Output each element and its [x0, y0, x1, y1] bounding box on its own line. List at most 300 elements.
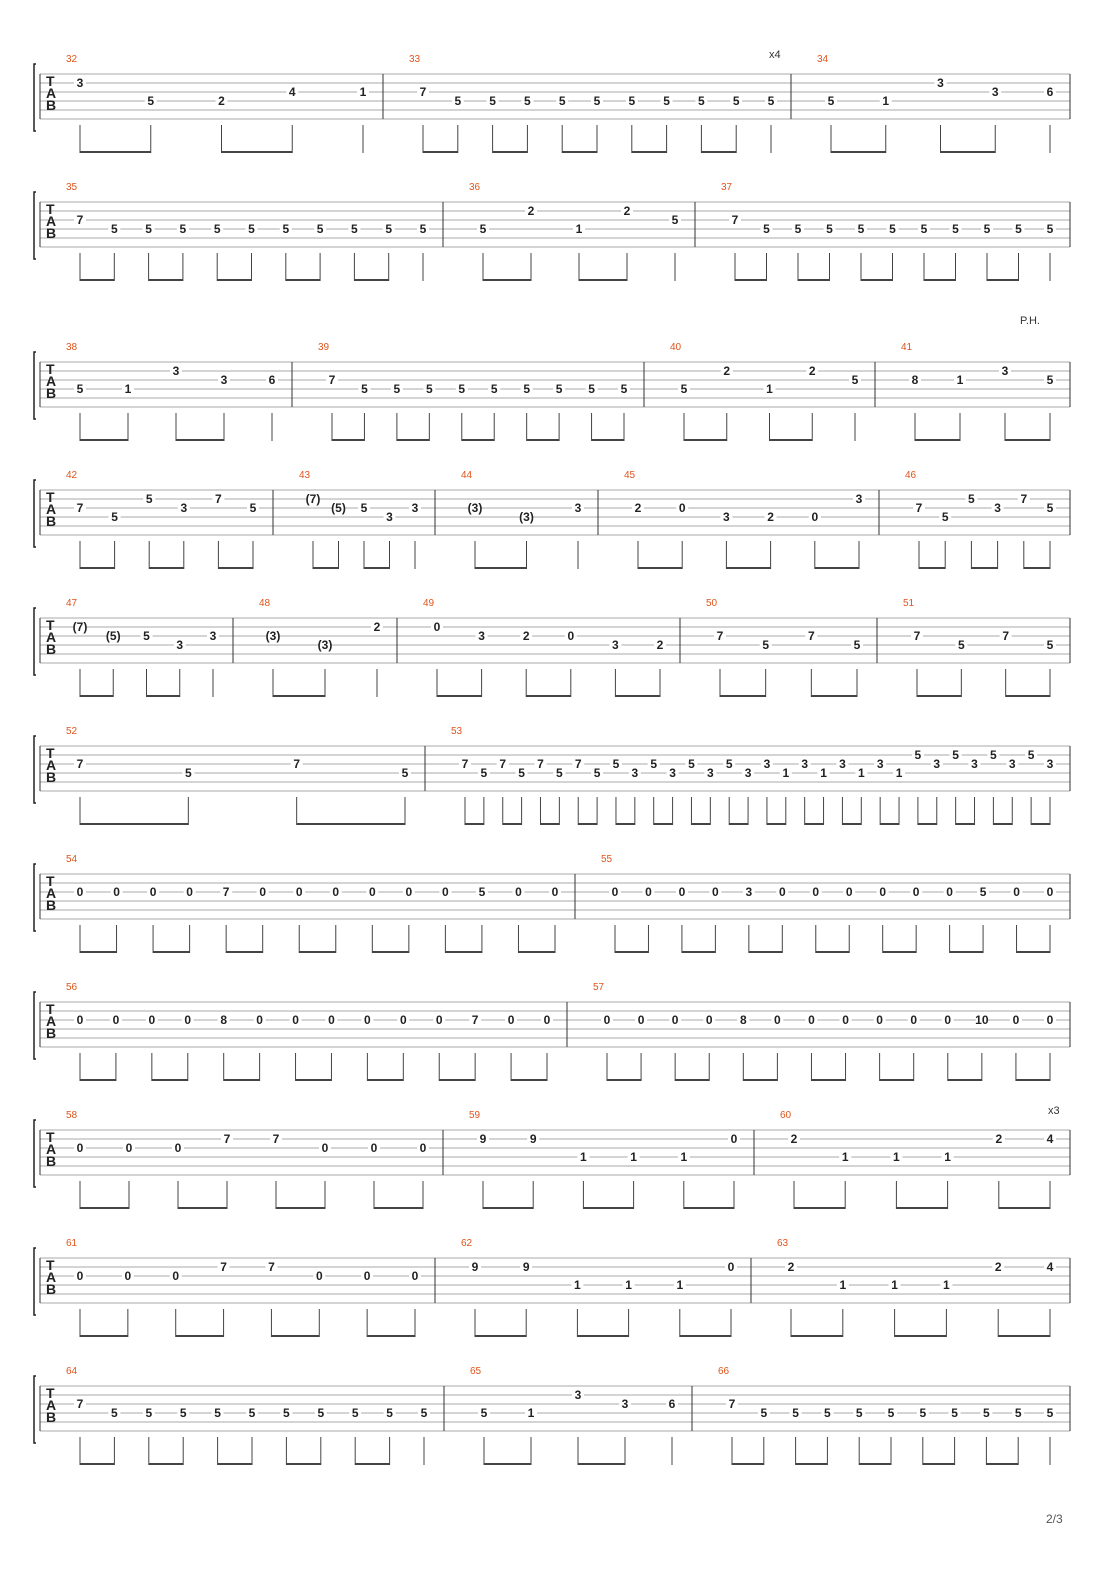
repeat-count-label: x4 [769, 49, 781, 61]
fret-number: 1 [580, 1150, 587, 1164]
fret-number: 0 [712, 885, 719, 899]
fret-number: 3 [801, 757, 809, 771]
note-beam [583, 1207, 633, 1209]
note-beam [684, 439, 727, 441]
note-beam [354, 279, 388, 281]
fret-number: 5 [680, 382, 688, 396]
note-beam [364, 567, 390, 569]
fret-number: 5 [990, 748, 997, 762]
fret-number: 3 [180, 501, 188, 515]
fret-number: 0 [332, 885, 340, 899]
fret-number: 1 [766, 382, 773, 396]
fret-number: 5 [420, 1406, 428, 1420]
system-bracket [34, 192, 36, 259]
fret-number: 0 [76, 1141, 84, 1155]
fret-number: 3 [723, 510, 730, 524]
fret-number: 5 [179, 1406, 187, 1420]
note-beam [80, 439, 128, 441]
fret-number: (7) [72, 620, 88, 634]
fret-number: 3 [612, 638, 619, 652]
note-beam [691, 823, 710, 825]
fret-number: 3 [706, 766, 714, 780]
measure [901, 342, 1056, 441]
fret-number: 3 [839, 757, 846, 771]
tab-system [34, 1105, 1070, 1209]
fret-number: 4 [1046, 1132, 1054, 1146]
note-beam [816, 951, 849, 953]
note-beam [831, 151, 886, 153]
fret-number: 0 [419, 1141, 427, 1155]
fret-number: 7 [461, 757, 469, 771]
note-beam [720, 695, 766, 697]
fret-number: 1 [893, 1150, 900, 1164]
note-beam [80, 279, 114, 281]
fret-number: 5 [361, 382, 368, 396]
note-beam [80, 1079, 116, 1081]
measure [721, 182, 1056, 281]
fret-number: 5 [593, 94, 601, 108]
fret-number: 2 [373, 620, 381, 634]
note-beam [475, 1335, 526, 1337]
fret-number: (3) [467, 501, 483, 515]
fret-number: 7 [728, 1397, 736, 1411]
fret-number: 2 [623, 204, 631, 218]
note-beam [149, 567, 184, 569]
fret-number: 0 [124, 1269, 132, 1283]
note-beam [680, 1335, 731, 1337]
fret-number: 3 [744, 766, 752, 780]
measure [66, 342, 278, 441]
fret-number: 5 [213, 222, 221, 236]
note-beam [367, 1335, 415, 1337]
fret-number: 0 [611, 885, 619, 899]
measure [66, 1110, 429, 1209]
fret-number: 0 [845, 885, 853, 899]
measure-number: 47 [66, 598, 78, 609]
note-beam [224, 1079, 260, 1081]
tab-clef-letter: B [46, 641, 57, 657]
fret-number: 7 [731, 213, 739, 227]
note-beam [684, 1207, 734, 1209]
fret-number: 5 [143, 629, 150, 643]
fret-number: 5 [479, 222, 487, 236]
fret-number: 1 [956, 373, 964, 387]
measure-number: 60 [780, 1110, 792, 1121]
measure [66, 54, 369, 153]
fret-number: 5 [147, 94, 155, 108]
fret-number: 5 [518, 766, 525, 780]
tab-clef-letter: A [46, 501, 57, 517]
fret-number: 5 [76, 382, 84, 396]
note-beam [895, 1335, 947, 1337]
fret-number: 5 [490, 382, 498, 396]
fret-number: 5 [914, 748, 922, 762]
fret-number: 5 [1046, 638, 1054, 652]
fret-number: 8 [220, 1013, 228, 1027]
fret-number: 5 [283, 1406, 290, 1420]
fret-number: 6 [268, 373, 276, 387]
note-beam [749, 951, 782, 953]
fret-number: 5 [671, 213, 679, 227]
fret-number: 3 [669, 766, 676, 780]
fret-number: 0 [842, 1013, 849, 1027]
system-bracket [34, 1376, 36, 1443]
fret-number: 0 [1012, 1013, 1020, 1027]
fret-number: 3 [209, 629, 217, 643]
measure [624, 470, 865, 569]
tab-clef-letter: A [46, 1397, 57, 1413]
fret-number: 0 [678, 885, 686, 899]
fret-number: 6 [668, 1397, 676, 1411]
fret-number: 0 [172, 1269, 180, 1283]
fret-number: 5 [1046, 1406, 1054, 1420]
system-bracket [34, 736, 36, 803]
fret-number: 5 [1046, 501, 1054, 515]
fret-number: 1 [820, 766, 827, 780]
measure-number: 33 [409, 54, 421, 65]
measure [469, 182, 681, 281]
fret-number: 0 [435, 1013, 443, 1027]
fret-number: 5 [593, 766, 601, 780]
note-beam [915, 439, 960, 441]
note-beam [484, 1463, 531, 1465]
note-beam [615, 951, 648, 953]
measure-number: 56 [66, 982, 78, 993]
fret-number: 0 [671, 1013, 679, 1027]
tab-clef-letter: B [46, 1153, 57, 1169]
measure [66, 470, 259, 569]
fret-number: 5 [145, 1406, 153, 1420]
note-beam [222, 151, 293, 153]
fret-number: 2 [787, 1260, 795, 1274]
fret-number: 0 [368, 885, 376, 899]
measure [718, 1366, 1056, 1465]
tab-clef-letter: T [46, 1385, 55, 1401]
fret-number: 0 [315, 1269, 323, 1283]
note-beam [218, 567, 253, 569]
fret-number: 5 [523, 382, 531, 396]
note-beam [577, 1335, 628, 1337]
fret-number: 7 [76, 213, 84, 227]
fret-number: 3 [876, 757, 884, 771]
fret-number: 0 [515, 885, 522, 899]
tab-system [34, 726, 1070, 825]
note-beam [1031, 823, 1050, 825]
fret-number: 5 [480, 766, 488, 780]
fret-number: 0 [730, 1132, 738, 1146]
note-beam [152, 1079, 188, 1081]
measure [66, 182, 429, 281]
note-beam [372, 951, 409, 953]
note-beam [178, 1207, 227, 1209]
fret-number: 0 [411, 1269, 419, 1283]
note-beam [217, 279, 251, 281]
measure [469, 1110, 740, 1209]
measure-number: 36 [469, 182, 481, 193]
note-beam [153, 951, 190, 953]
fret-number: 5 [1027, 748, 1035, 762]
note-beam [1016, 1079, 1050, 1081]
tab-clef-letter: T [46, 1257, 55, 1273]
note-beam [176, 1335, 224, 1337]
fret-number: 3 [220, 373, 228, 387]
measure [66, 598, 219, 697]
measure [66, 726, 411, 825]
fret-number: 5 [489, 94, 496, 108]
fret-number: 1 [841, 1150, 849, 1164]
tab-clef-letter: A [46, 213, 57, 229]
fret-number: 3 [386, 510, 393, 524]
note-beam [226, 951, 263, 953]
note-beam [271, 1335, 319, 1337]
fret-number: 5 [1046, 222, 1054, 236]
note-beam [798, 279, 830, 281]
fret-number: 5 [360, 501, 368, 515]
fret-number: 5 [794, 222, 802, 236]
measure [66, 854, 561, 953]
note-beam [767, 823, 786, 825]
fret-number: 0 [186, 885, 193, 899]
note-beam [149, 279, 183, 281]
fret-number: 5 [760, 1406, 768, 1420]
measure-number: 54 [66, 854, 78, 865]
measure-number: 57 [593, 982, 605, 993]
fret-number: 3 [1046, 757, 1054, 771]
fret-number: 9 [479, 1132, 487, 1146]
fret-number: 5 [385, 222, 393, 236]
fret-number: (7) [305, 492, 321, 506]
tab-system [34, 982, 1070, 1081]
fret-number: 0 [811, 510, 819, 524]
fret-number: 5 [688, 757, 695, 771]
note-beam [149, 1463, 183, 1465]
measure-number: 53 [451, 726, 463, 737]
note-beam [796, 1463, 828, 1465]
note-beam [924, 279, 956, 281]
measure-number: 63 [777, 1238, 789, 1249]
fret-number: 0 [328, 1013, 335, 1027]
fret-number: 5 [732, 94, 740, 108]
fret-number: 3 [937, 76, 944, 90]
fret-number: 5 [111, 510, 118, 524]
measure-number: 66 [718, 1366, 730, 1377]
fret-number: 2 [218, 94, 225, 108]
fret-number: 0 [442, 885, 449, 899]
tab-clef-letter: A [46, 885, 57, 901]
fret-number: 7 [499, 757, 507, 771]
fret-number: 2 [790, 1132, 798, 1146]
fret-number: 1 [630, 1150, 637, 1164]
fret-number: 5 [386, 1406, 393, 1420]
note-beam [518, 951, 555, 953]
fret-number: 5 [419, 222, 427, 236]
fret-number: 5 [458, 382, 466, 396]
fret-number: 5 [887, 1406, 895, 1420]
note-beam [332, 439, 364, 441]
note-beam [950, 951, 983, 953]
fret-number: 0 [256, 1013, 263, 1027]
measure-number: 44 [461, 470, 473, 481]
fret-number: 7 [328, 373, 336, 387]
fret-number: 0 [637, 1013, 645, 1027]
fret-number: 5 [763, 222, 770, 236]
measure-number: 58 [66, 1110, 78, 1121]
fret-number: 8 [739, 1013, 747, 1027]
fret-number: 5 [351, 222, 358, 236]
fret-number: 1 [891, 1278, 898, 1292]
note-beam [923, 1463, 955, 1465]
fret-number: 2 [522, 629, 530, 643]
note-beam [462, 439, 494, 441]
measure-number: 34 [817, 54, 829, 65]
measure [66, 1238, 421, 1337]
fret-number: 5 [351, 1406, 359, 1420]
fret-number: 2 [995, 1132, 1003, 1146]
fret-number: 0 [910, 1013, 918, 1027]
fret-number: 0 [808, 1013, 815, 1027]
fret-number: 3 [991, 85, 999, 99]
fret-number: 3 [763, 757, 771, 771]
measure-number: 64 [66, 1366, 78, 1377]
note-beam [815, 567, 859, 569]
note-beam [80, 695, 113, 697]
note-beam [445, 951, 482, 953]
note-beam [1006, 695, 1050, 697]
fret-number: 5 [110, 222, 118, 236]
note-beam [919, 567, 945, 569]
fret-number: 0 [113, 885, 120, 899]
note-beam [986, 1463, 1018, 1465]
fret-number: 1 [895, 766, 903, 780]
system-bracket [34, 1120, 36, 1187]
fret-number: 1 [680, 1150, 688, 1164]
fret-number: 7 [220, 1260, 227, 1274]
note-beam [367, 1079, 403, 1081]
fret-number: 5 [214, 1406, 221, 1420]
note-beam [682, 951, 715, 953]
fret-number: 5 [663, 94, 670, 108]
fret-number: 7 [537, 757, 544, 771]
measure [423, 598, 666, 697]
system-bracket [34, 864, 36, 931]
fret-number: 5 [1015, 222, 1022, 236]
fret-number: 0 [184, 1013, 192, 1027]
note-beam [917, 695, 961, 697]
note-beam [80, 1207, 129, 1209]
fret-number: 5 [851, 373, 859, 387]
fret-number: 0 [507, 1013, 515, 1027]
note-beam [80, 951, 117, 953]
note-beam [726, 567, 770, 569]
note-beam [615, 695, 660, 697]
fret-number: 0 [812, 885, 820, 899]
fret-number: 5 [111, 1406, 118, 1420]
fret-number: 5 [317, 1406, 325, 1420]
fret-number: 5 [184, 766, 192, 780]
tab-clef-letter: T [46, 617, 55, 633]
note-beam [273, 695, 325, 697]
measure-number: 39 [318, 342, 330, 353]
note-beam [80, 567, 115, 569]
repeat-count-label: x3 [1048, 1105, 1060, 1117]
fret-number: 1 [625, 1278, 632, 1292]
tab-clef-letter: B [46, 1025, 57, 1041]
fret-number: 0 [774, 1013, 781, 1027]
fret-number: 3 [411, 501, 419, 515]
system-bracket [34, 480, 36, 547]
tab-system [34, 470, 1070, 569]
fret-number: 5 [555, 382, 563, 396]
measure-number: 43 [299, 470, 311, 481]
measure [66, 1366, 430, 1465]
fret-number: 0 [678, 501, 686, 515]
fret-number: 5 [393, 382, 401, 396]
tab-clef-letter: A [46, 757, 57, 773]
fret-number: 7 [272, 1132, 280, 1146]
fret-number: 5 [248, 1406, 256, 1420]
tab-clef-letter: A [46, 1013, 57, 1029]
measure [706, 598, 863, 697]
note-beam [526, 695, 571, 697]
fret-number: 5 [941, 510, 949, 524]
fret-number: 5 [249, 501, 257, 515]
fret-number: 0 [946, 885, 953, 899]
fret-number: 5 [920, 222, 928, 236]
tab-clef-letter: T [46, 1001, 55, 1017]
note-beam [654, 823, 673, 825]
measure [593, 982, 1056, 1081]
fret-number: 5 [826, 222, 833, 236]
fret-number: 0 [292, 1013, 299, 1027]
fret-number: 2 [808, 364, 816, 378]
fret-number: 1 [857, 766, 865, 780]
fret-number: 7 [76, 1397, 84, 1411]
measure [903, 598, 1056, 697]
measure [817, 54, 1056, 153]
note-beam [483, 279, 531, 281]
measure-number: 50 [706, 598, 718, 609]
fret-number: 0 [76, 885, 84, 899]
fret-number: 0 [778, 885, 786, 899]
note-beam [355, 1463, 389, 1465]
fret-number: 7 [471, 1013, 479, 1027]
note-beam [998, 1335, 1050, 1337]
note-beam [616, 823, 635, 825]
fret-number: 5 [454, 94, 462, 108]
fret-number: 7 [574, 757, 582, 771]
measure-number: 45 [624, 470, 636, 481]
fret-number: 5 [952, 222, 959, 236]
note-beam [811, 1079, 845, 1081]
note-beam [1024, 567, 1050, 569]
fret-number: 5 [855, 1406, 863, 1420]
note-beam [794, 1207, 845, 1209]
fret-number: 0 [259, 885, 267, 899]
measure [670, 342, 861, 441]
fret-number: 1 [359, 85, 367, 99]
fret-number: 10 [975, 1013, 989, 1027]
fret-number: 1 [124, 382, 132, 396]
fret-number: 5 [1014, 1406, 1022, 1420]
system-bracket [34, 64, 36, 131]
fret-number: 5 [558, 94, 566, 108]
measure-number: 32 [66, 54, 78, 65]
fret-number: 0 [112, 1013, 120, 1027]
note-beam [286, 279, 320, 281]
fret-number: 5 [425, 382, 433, 396]
fret-number: 0 [1013, 885, 1020, 899]
fret-number: 2 [994, 1260, 1002, 1274]
